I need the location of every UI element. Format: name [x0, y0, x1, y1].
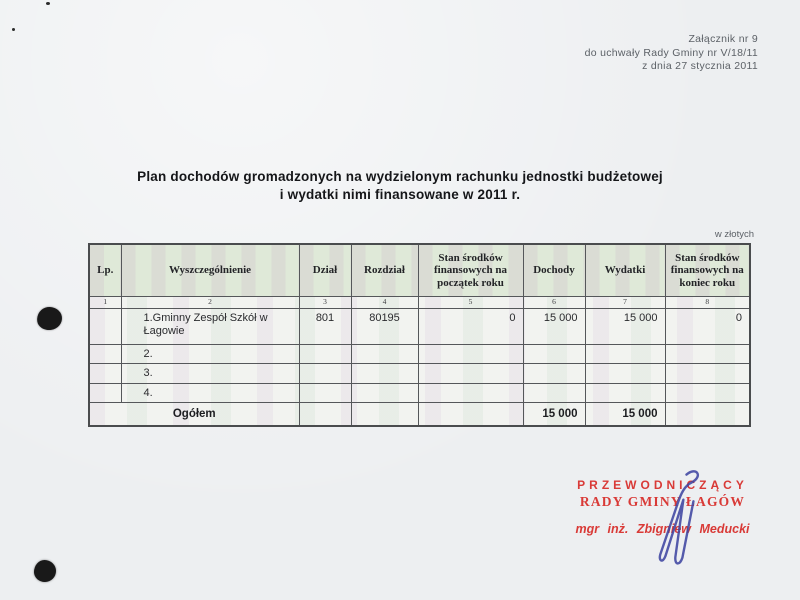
cell-stan-poczatek — [418, 364, 523, 384]
budget-table — [88, 243, 751, 427]
budget-table-container — [88, 243, 751, 427]
cell-dzial — [299, 364, 351, 384]
cell-name: 4. — [121, 383, 299, 403]
stamp-office: RADY GMINY ŁAGÓW — [579, 494, 746, 509]
document-title-line2: i wydatki nimi finansowane w 2011 r. — [279, 187, 521, 202]
table-row — [89, 383, 750, 403]
cell-wydatki — [585, 383, 665, 403]
total-rozdzial — [351, 403, 418, 426]
cell-stan-poczatek: 0 — [418, 308, 523, 344]
col-header-rozdzial: Rozdział — [351, 244, 418, 296]
document-title-line1: Plan dochodów gromadzonych na wydzielonym rachunku jednostki budżetowej — [137, 169, 663, 184]
col-number: 5 — [418, 296, 523, 308]
total-label: Ogółem — [89, 403, 299, 426]
col-header-dzial: Dział — [299, 244, 351, 296]
cell-dochody — [523, 364, 585, 384]
cell-stan-poczatek — [418, 383, 523, 403]
cell-name: 3. — [121, 364, 299, 384]
cell-dzial — [299, 383, 351, 403]
col-number: 2 — [121, 296, 299, 308]
table-total-row — [89, 403, 750, 426]
cell-wydatki — [585, 344, 665, 364]
total-stan-poczatek — [418, 403, 523, 426]
cell-rozdzial — [351, 344, 418, 364]
cell-name: 2. — [121, 344, 299, 364]
scan-speck — [46, 2, 50, 5]
attachment-reference — [585, 33, 758, 74]
col-number: 8 — [665, 296, 750, 308]
cell-stan-koniec — [665, 383, 750, 403]
cell-dochody — [523, 344, 585, 364]
attachment-line2: do uchwały Rady Gminy nr V/18/11 — [584, 46, 758, 59]
cell-wydatki: 15 000 — [585, 308, 665, 344]
stamp-title: PRZEWODNICZĄCY — [577, 478, 748, 492]
cell-stan-poczatek — [418, 344, 523, 364]
col-header-dochody: Dochody — [523, 244, 585, 296]
cell-name: 1.Gminny Zespół Szkół w Łagowie — [121, 308, 299, 344]
total-wydatki: 15 000 — [585, 403, 665, 426]
cell-lp — [89, 308, 121, 344]
cell-stan-koniec — [665, 364, 750, 384]
total-stan-koniec — [665, 403, 750, 426]
document-title — [0, 168, 800, 204]
column-number-row — [89, 296, 750, 308]
cell-dzial: 801 — [299, 308, 351, 344]
table-row — [89, 364, 750, 384]
scan-speck — [12, 28, 15, 31]
cell-lp — [89, 344, 121, 364]
attachment-line1: Załącznik nr 9 — [688, 33, 758, 45]
col-number: 7 — [585, 296, 665, 308]
hole-punch-top — [36, 305, 64, 331]
col-number: 3 — [299, 296, 351, 308]
cell-lp — [89, 364, 121, 384]
table-row — [89, 308, 750, 344]
col-header-stan-poczatek: Stan środków finansowych na początek roku — [418, 244, 523, 296]
col-header-wydatki: Wydatki — [585, 244, 665, 296]
cell-rozdzial — [351, 364, 418, 384]
stamp-person-name: mgr inż. Zbigniew Meducki — [575, 522, 750, 536]
col-header-lp: Lp. — [89, 244, 121, 296]
col-number: 4 — [351, 296, 418, 308]
cell-rozdzial: 80195 — [351, 308, 418, 344]
cell-dzial — [299, 344, 351, 364]
hole-punch-bottom — [34, 560, 56, 582]
cell-lp — [89, 383, 121, 403]
cell-dochody — [523, 383, 585, 403]
table-row — [89, 344, 750, 364]
chairman-stamp — [560, 478, 765, 536]
cell-dochody: 15 000 — [523, 308, 585, 344]
col-header-name: Wyszczególnienie — [121, 244, 299, 296]
cell-rozdzial — [351, 383, 418, 403]
attachment-line3: z dnia 27 stycznia 2011 — [642, 60, 758, 72]
col-number: 6 — [523, 296, 585, 308]
cell-wydatki — [585, 364, 665, 384]
col-header-stan-koniec: Stan środków finansowych na koniec roku — [665, 244, 750, 296]
total-dochody: 15 000 — [523, 403, 585, 426]
currency-note: w złotych — [714, 229, 754, 240]
total-dzial — [299, 403, 351, 426]
table-header-row — [89, 244, 750, 296]
cell-stan-koniec — [665, 344, 750, 364]
col-number: 1 — [89, 296, 121, 308]
cell-stan-koniec: 0 — [665, 308, 750, 344]
